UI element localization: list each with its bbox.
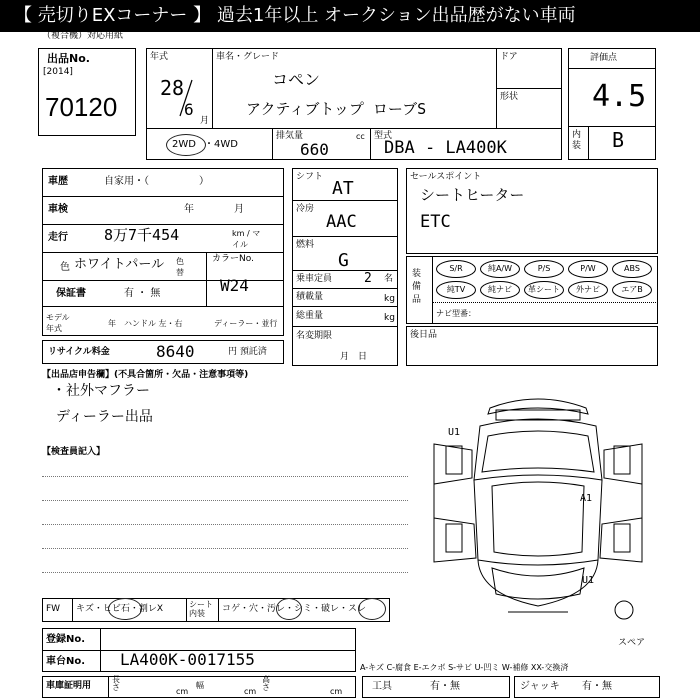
shift-value: AT — [332, 178, 354, 199]
nenryo-value: G — [338, 250, 349, 271]
fw-hibi-circle — [108, 598, 142, 620]
recycle-value: 8640 — [156, 342, 195, 361]
equipment-row2-item-3: 外ナビ — [568, 281, 608, 299]
seat-sure-circle — [358, 598, 386, 620]
hyoka-label: 評価点 — [590, 53, 618, 63]
exhibit-banner: 【 売切りEXコーナー 】 過去1年以上 オークション出品歴がない車両 — [0, 0, 700, 32]
spare-label: スペア — [618, 638, 646, 648]
jack-label: ジャッキ — [520, 681, 560, 692]
car-damage-diagram — [418, 384, 658, 624]
soukou-unit: km / マイル — [232, 229, 261, 249]
shareki-options: 自家用・（ ） — [104, 176, 209, 187]
equipment-row1-item-3: P/W — [568, 260, 608, 278]
meigi-label: 名変期限 — [296, 331, 333, 341]
inspector-label: 【検査員記入】 — [42, 447, 106, 457]
katashiki-value: DBA - LA400K — [384, 138, 507, 158]
equipment-row1-item-2: P/S — [524, 260, 564, 278]
equipment-row1-item-1: 純A/W — [480, 260, 520, 278]
nenshiki-slash — [176, 78, 196, 118]
equipment-label: 装備品 — [412, 269, 422, 305]
jack-options: 有・無 — [582, 681, 612, 692]
navi-label: ナビ型番： — [436, 309, 476, 318]
shuppin-number: 70120 — [45, 92, 118, 122]
haikiryo-value: 660 — [300, 140, 329, 159]
damage-mark-a1: A1 — [580, 493, 593, 504]
nenshiki-unit: 月 — [200, 116, 210, 126]
haikiryo-unit: cc — [356, 132, 365, 141]
soujuryo-unit: kg — [384, 313, 395, 323]
sekisai-unit: kg — [384, 294, 395, 304]
nenshiki-label: 年式 — [150, 52, 169, 62]
damage-mark-u1-rear: U1 — [582, 575, 595, 586]
model-unit: 年 — [108, 319, 116, 328]
nenshiki-era: 28 — [160, 76, 185, 100]
soukou-value: 8万7千454 — [104, 226, 180, 244]
cm-3: cm — [330, 687, 343, 696]
shaken-label: 車検 — [48, 204, 68, 215]
nenryo-label: 燃料 — [296, 240, 315, 250]
naga-label: 長さ — [112, 675, 120, 692]
reibou-label: 冷房 — [296, 204, 315, 214]
nenshiki-month: 6 — [184, 100, 194, 119]
damage-mark-u1-front: U1 — [448, 427, 461, 438]
iro-label: 色 — [60, 262, 70, 273]
comments-line2: ディーラー出品 — [56, 409, 153, 425]
carname-label: 車名・グレード — [216, 52, 280, 62]
color-no-value: W24 — [220, 276, 249, 295]
drive-2wd: 2WD — [172, 139, 196, 150]
door-label: ドア — [500, 52, 518, 62]
grade-value: アクティブトップ ローブS — [246, 100, 427, 118]
equipment-row2-item-2: 革シート — [524, 281, 564, 299]
sales-point-line1: シートヒーター — [420, 186, 525, 204]
hoshousho-options: 有 ・ 無 — [124, 288, 161, 299]
iro-value: ホワイトパール — [74, 257, 165, 272]
haikiryo-label: 排気量 — [276, 131, 304, 141]
shuppin-box — [38, 48, 136, 136]
taka-label: 高さ — [262, 675, 270, 692]
equipment-row2-item-1: 純ナビ — [480, 281, 520, 299]
soujuryo-label: 総重量 — [296, 311, 324, 321]
equipment-row2-item-0: 純TV — [436, 281, 476, 299]
seat-items: コゲ・穴・汚レ・シミ・破レ・スレ — [222, 604, 367, 614]
shuppin-year: [2014] — [43, 67, 73, 77]
naisou-label: 内装 — [572, 130, 582, 151]
comments-line1: ・社外マフラー — [52, 383, 150, 399]
teiin-unit: 名 — [384, 274, 394, 284]
shuppin-label: 出品No. — [47, 52, 90, 65]
color-no-label: カラーNo. — [212, 254, 254, 264]
cm-1: cm — [176, 687, 189, 696]
katachi-label: 形状 — [500, 92, 519, 102]
handle-label: ハンドル 左・右 — [124, 319, 183, 328]
shomei-label: 車庫証明用 — [46, 681, 92, 691]
model-label: モデル年式 — [46, 313, 70, 333]
toroku-label: 登録No. — [46, 634, 86, 645]
shadai-label: 車台No. — [46, 656, 86, 667]
soukou-label: 走行 — [48, 232, 68, 243]
hoshousho-label: 保証書 — [56, 288, 86, 299]
recycle-unit: 円 預託済 — [228, 347, 267, 357]
reibou-value: AAC — [326, 212, 357, 232]
shareki-label: 車歴 — [48, 176, 68, 187]
shift-label: シフト — [296, 172, 324, 182]
dealer-label: ディーラー・並行 — [214, 319, 278, 328]
kougu-label: 工具 — [372, 681, 392, 692]
ato-box — [406, 326, 658, 366]
haba-label: 幅 — [196, 681, 204, 690]
sales-point-label: セールスポイント — [410, 172, 482, 182]
carname-value: コペン — [272, 70, 321, 89]
katashiki-label: 型式 — [374, 131, 393, 141]
teiin-value: 2 — [364, 271, 372, 286]
equipment-row1-item-4: ABS — [612, 260, 652, 278]
equipment-row1-item-0: S/R — [436, 260, 476, 278]
seat-label: シート内装 — [189, 600, 213, 618]
damage-legend: A-キズ C-腐食 E-エクボ S-サビ U-凹ミ W-補修 XX-交換済 — [360, 663, 569, 672]
drive-4wd: ・4WD — [204, 139, 238, 150]
meigi-unit: 月 日 — [340, 352, 368, 362]
equipment-row2-item-4: エアB — [612, 281, 652, 299]
kougu-options: 有・無 — [430, 681, 460, 692]
shaken-units: 年 月 — [184, 204, 244, 215]
naisou-value: B — [612, 128, 625, 152]
fw-items: キズ・ヒビ石・割レX — [76, 604, 163, 614]
cm-2: cm — [244, 687, 257, 696]
iro-change-label: 色替 — [176, 257, 184, 277]
shadai-value: LA400K-0017155 — [120, 650, 255, 669]
sales-point-line2: ETC — [420, 212, 451, 232]
seat-yogore-circle — [276, 598, 302, 620]
comments-label: 【出品店申告欄】(不具合箇所・欠品・注意事項等) — [42, 370, 249, 380]
sekisai-label: 積載量 — [296, 292, 324, 302]
paper-note: （複合機）対応用紙 — [42, 31, 124, 41]
teiin-label: 乗車定員 — [296, 274, 333, 284]
fw-label: FW — [46, 604, 61, 614]
ato-label: 後日品 — [410, 330, 438, 340]
hyoka-value: 4.5 — [592, 79, 647, 114]
recycle-label: リサイクル料金 — [48, 347, 110, 357]
